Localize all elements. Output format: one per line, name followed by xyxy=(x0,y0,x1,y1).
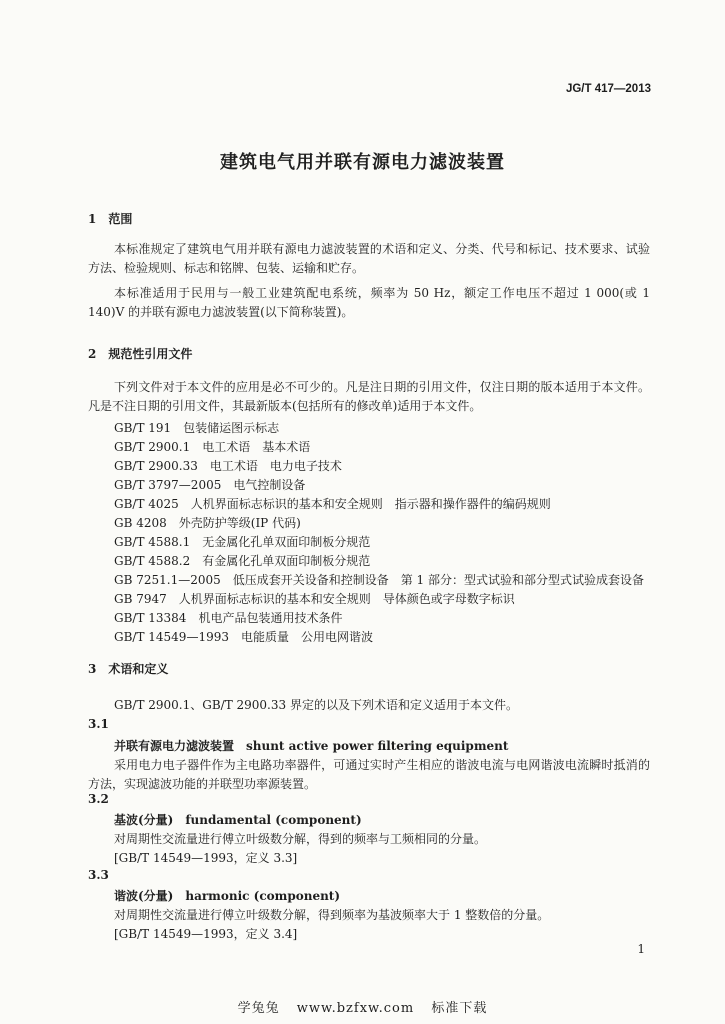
term-definition: 对周期性交流量进行傅立叶级数分解，得到的频率与工频相同的分量。 xyxy=(114,832,487,846)
term-title: 谐波(分量) harmonic (component) xyxy=(114,889,341,903)
term-number: 3.1 xyxy=(88,717,109,731)
section-3-heading: 3 术语和定义 xyxy=(88,662,169,676)
reference-item: GB 4208 外壳防护等级(IP 代码) xyxy=(114,516,301,530)
term-source: [GB/T 14549—1993，定义 3.4] xyxy=(114,927,298,941)
footer-site-name: 学兔兔 xyxy=(237,1001,280,1016)
term-title: 基波(分量) fundamental (component) xyxy=(114,813,362,827)
page-number: 1 xyxy=(637,942,645,956)
standard-number: JG/T 417—2013 xyxy=(565,83,651,95)
reference-item: GB/T 4588.1 无金属化孔单双面印制板分规范 xyxy=(114,535,371,549)
footer-watermark xyxy=(0,997,725,1016)
term-definition: 采用电力电子器件作为主电路功率器件，可通过实时产生相应的谐波电流与电网谐波电流瞬时抵消的方法，实现滤波功能的并联型功率源装置。 xyxy=(88,758,650,791)
document-title: 建筑电气用并联有源电力滤波装置 xyxy=(220,152,505,173)
section-2-heading: 2 规范性引用文件 xyxy=(88,347,193,361)
reference-item: GB 7251.1—2005 低压成套开关设备和控制设备 第 1 部分：型式试验和部分型式试验成套设备 xyxy=(114,573,645,587)
section-1-para-2: 本标准适用于民用与一般工业建筑配电系统，频率为 50 Hz，额定工作电压不超过 1 000(或 1 140)V 的并联有源电力滤波装置(以下简称装置)。 xyxy=(88,286,650,319)
term-number: 3.3 xyxy=(88,868,109,882)
section-2-intro: 下列文件对于本文件的应用是必不可少的。凡是注日期的引用文件，仅注日期的版本适用于本文件。凡是不注日期的引用文件，其最新版本(包括所有的修改单)适用于本文件。 xyxy=(88,380,650,413)
section-1-heading: 1 范围 xyxy=(88,212,133,226)
footer-url[interactable]: www.bzfxw.com xyxy=(296,1001,415,1016)
section-3-intro: GB/T 2900.1、GB/T 2900.33 界定的以及下列术语和定义适用于本文件。 xyxy=(114,698,518,712)
reference-item: GB/T 4025 人机界面标志标识的基本和安全规则 指示器和操作器件的编码规则 xyxy=(114,497,551,511)
reference-item: GB 7947 人机界面标志标识的基本和安全规则 导体颜色或字母数字标识 xyxy=(114,592,515,606)
reference-item: GB/T 14549—1993 电能质量 公用电网谐波 xyxy=(114,630,373,644)
term-definition: 对周期性交流量进行傅立叶级数分解，得到频率为基波频率大于 1 整数倍的分量。 xyxy=(114,908,550,922)
term-number: 3.2 xyxy=(88,792,109,806)
reference-item: GB/T 13384 机电产品包装通用技术条件 xyxy=(114,611,343,625)
reference-item: GB/T 2900.33 电工术语 电力电子技术 xyxy=(114,459,342,473)
reference-item: GB/T 4588.2 有金属化孔单双面印制板分规范 xyxy=(114,554,371,568)
term-title: 并联有源电力滤波装置 shunt active power filtering equipment xyxy=(114,739,509,753)
term-source: [GB/T 14549—1993，定义 3.3] xyxy=(114,851,298,865)
reference-item: GB/T 3797—2005 电气控制设备 xyxy=(114,478,306,492)
reference-item: GB/T 191 包装储运图示标志 xyxy=(114,421,280,435)
footer-tagline: 标准下载 xyxy=(431,1001,488,1016)
section-1-para-1: 本标准规定了建筑电气用并联有源电力滤波装置的术语和定义、分类、代号和标记、技术要求、试验方法、检验规则、标志和铭牌、包装、运输和贮存。 xyxy=(88,242,650,275)
reference-item: GB/T 2900.1 电工术语 基本术语 xyxy=(114,440,311,454)
